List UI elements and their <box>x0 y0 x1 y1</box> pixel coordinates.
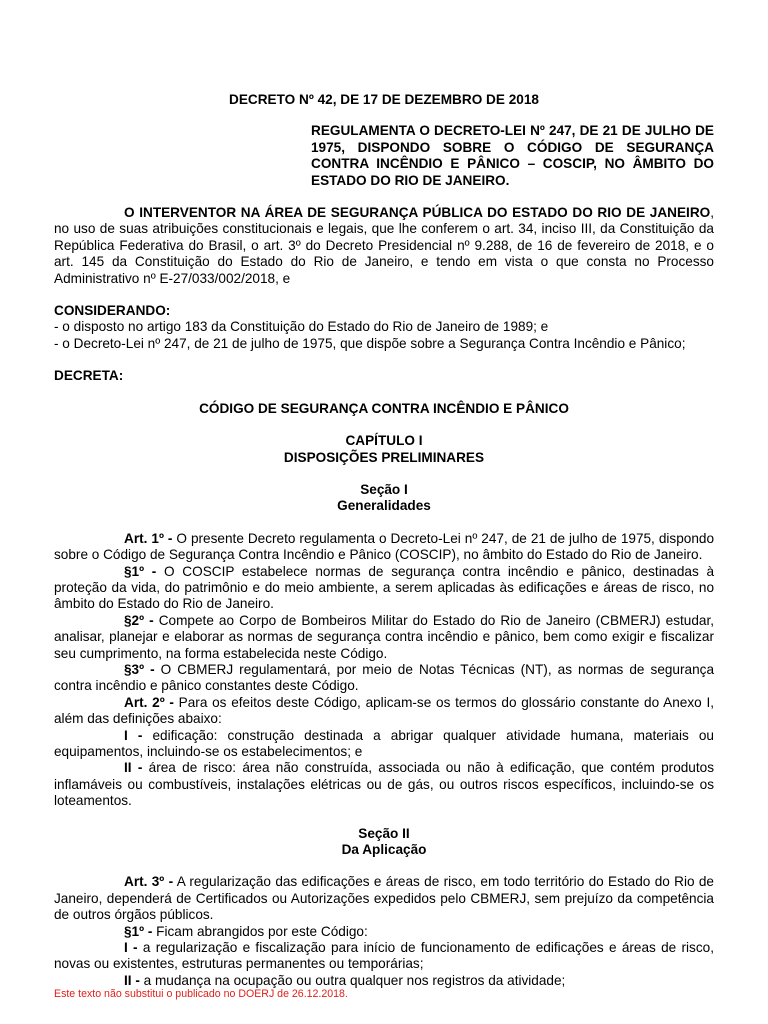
article-paragraph <box>54 940 714 973</box>
article-paragraph <box>54 924 714 940</box>
paragraph-text: Ficam abrangidos por este Código: <box>152 923 368 939</box>
disclaimer-footer: Este texto não substitui o publicado no DOERJ de 26.12.2018. <box>54 988 348 1000</box>
paragraph-text: área de risco: área não construída, associada ou não à edificação, que contém produtos inflamáveis ou combustíveis, instalações elétricas ou de gás, ou outros riscos específicos, incluindo-se os loteamentos. <box>54 760 715 809</box>
article-paragraph <box>54 695 714 728</box>
paragraph-label: Art. 2º - <box>124 694 174 710</box>
paragraph-text: Para os efeitos deste Código, aplicam-se os termos do glossário constante do Anexo I, além das definições abaixo: <box>54 694 714 727</box>
paragraph-label: I - <box>124 727 143 743</box>
considerando-item: - o disposto no artigo 183 da Constituição do Estado do Rio de Janeiro de 1989; e <box>54 319 549 335</box>
paragraph-text: O CBMERJ regulamentará, por meio de Notas Técnicas (NT), as normas de segurança contra incêndio e pânico constantes deste Código. <box>54 661 714 694</box>
section-name: Da Aplicação <box>341 842 427 858</box>
paragraph-label: §2º - <box>124 612 154 628</box>
paragraph-label: II - <box>124 760 143 776</box>
article-paragraph <box>54 613 714 662</box>
paragraph-label: §1º - <box>124 563 157 579</box>
paragraph-label: II - <box>124 972 140 988</box>
paragraph-label: §1º - <box>124 923 153 939</box>
article-paragraph <box>54 874 714 923</box>
paragraph-text: O COSCIP estabelece normas de segurança contra incêndio e pânico, destinadas à proteção da vida, do patrimônio e do meio ambiente, a serem aplicadas às edificações e áreas de risco, no âmbito do Estado do Rio de Janeiro. <box>54 563 715 612</box>
paragraph-text: edificação: construção destinada a abrigar qualquer atividade humana, materiais ou equipamentos, incluindo-se os estabelecimentos; e <box>54 727 714 759</box>
paragraph-text: Compete ao Corpo de Bombeiros Militar do Estado do Rio de Janeiro (CBMERJ) estudar, analisar, planejar e elaborar as normas de segurança contra incêndio e pânico, bem como exigir e fiscalizar seu cumprimento, na forma estabelecida neste Código. <box>54 612 715 661</box>
considerando-heading: CONSIDERANDO: <box>54 303 171 319</box>
considerando-item: - o Decreto-Lei nº 247, de 21 de julho de 1975, que dispõe sobre a Segurança Contra Incêndio e Pânico; <box>54 335 686 351</box>
code-title: CÓDIGO DE SEGURANÇA CONTRA INCÊNDIO E PÂNICO <box>199 400 569 416</box>
document-page <box>54 92 714 989</box>
paragraph-text: A regularização das edificações e áreas de risco, em todo território do Estado do Rio de Janeiro, dependerá de Certificados ou Autorizações expedidos pelo CBMERJ, sem prejuízo da competência de outros órgãos públicos. <box>54 874 714 923</box>
chapter-number: CAPÍTULO I <box>345 433 423 449</box>
preamble <box>54 205 714 287</box>
paragraph-text: a regularização e fiscalização para início de funcionamento de edificações e áreas de risco, novas ou existentes, estruturas permanentes ou temporárias; <box>54 940 714 972</box>
paragraph-text: a mudança na ocupação ou outra qualquer nos registros da atividade; <box>139 972 566 988</box>
article-paragraph <box>54 662 714 695</box>
paragraph-label: Art. 1º - <box>124 530 173 546</box>
paragraph-text: O presente Decreto regulamenta o Decreto-Lei nº 247, de 21 de julho de 1975, dispondo sobre o Código de Segurança Contra Incêndio e Pânico (COSCIP), no âmbito do Estado do Rio de Janeiro. <box>54 530 714 563</box>
article-paragraph <box>54 564 714 613</box>
article-paragraph <box>54 728 714 761</box>
paragraph-label: I - <box>124 940 138 956</box>
decree-summary: REGULAMENTA O DECRETO-LEI Nº 247, DE 21 DE JULHO DE 1975, DISPONDO SOBRE O CÓDIGO DE SEGURANÇA CONTRA INCÊNDIO E PÂNICO – COSCIP, NO ÂMBITO DO ESTADO DO RIO DE JANEIRO. <box>311 123 714 188</box>
article-paragraph <box>54 531 714 564</box>
section-number: Seção II <box>358 825 410 841</box>
chapter-name: DISPOSIÇÕES PRELIMINARES <box>283 449 485 465</box>
decree-title: DECRETO Nº 42, DE 17 DE DEZEMBRO DE 2018 <box>229 92 539 107</box>
preamble-text: , no uso de suas atribuições constitucionais e legais, que lhe conferem o art. 34, inciso III, da Constituição da República Federativa do Brasil, o art. 3º do Decreto Presidencial nº 9.288, de 16 de fevereiro de 2018, e o art. 145 da Constituição do Estado do Rio de Janeiro, e tendo em vista o que consta no Processo Administrativo nº E-27/033/002/2018, e <box>54 205 714 286</box>
section-name: Generalidades <box>337 498 431 514</box>
paragraph-label: Art. 3º - <box>124 874 174 890</box>
decreta-heading: DECRETA: <box>54 368 124 384</box>
section-number: Seção I <box>360 481 408 497</box>
paragraph-label: §3º - <box>124 661 155 677</box>
article-paragraph <box>54 760 714 809</box>
preamble-authority: O INTERVENTOR NA ÁREA DE SEGURANÇA PÚBLICA DO ESTADO DO RIO DE JANEIRO <box>124 205 711 221</box>
